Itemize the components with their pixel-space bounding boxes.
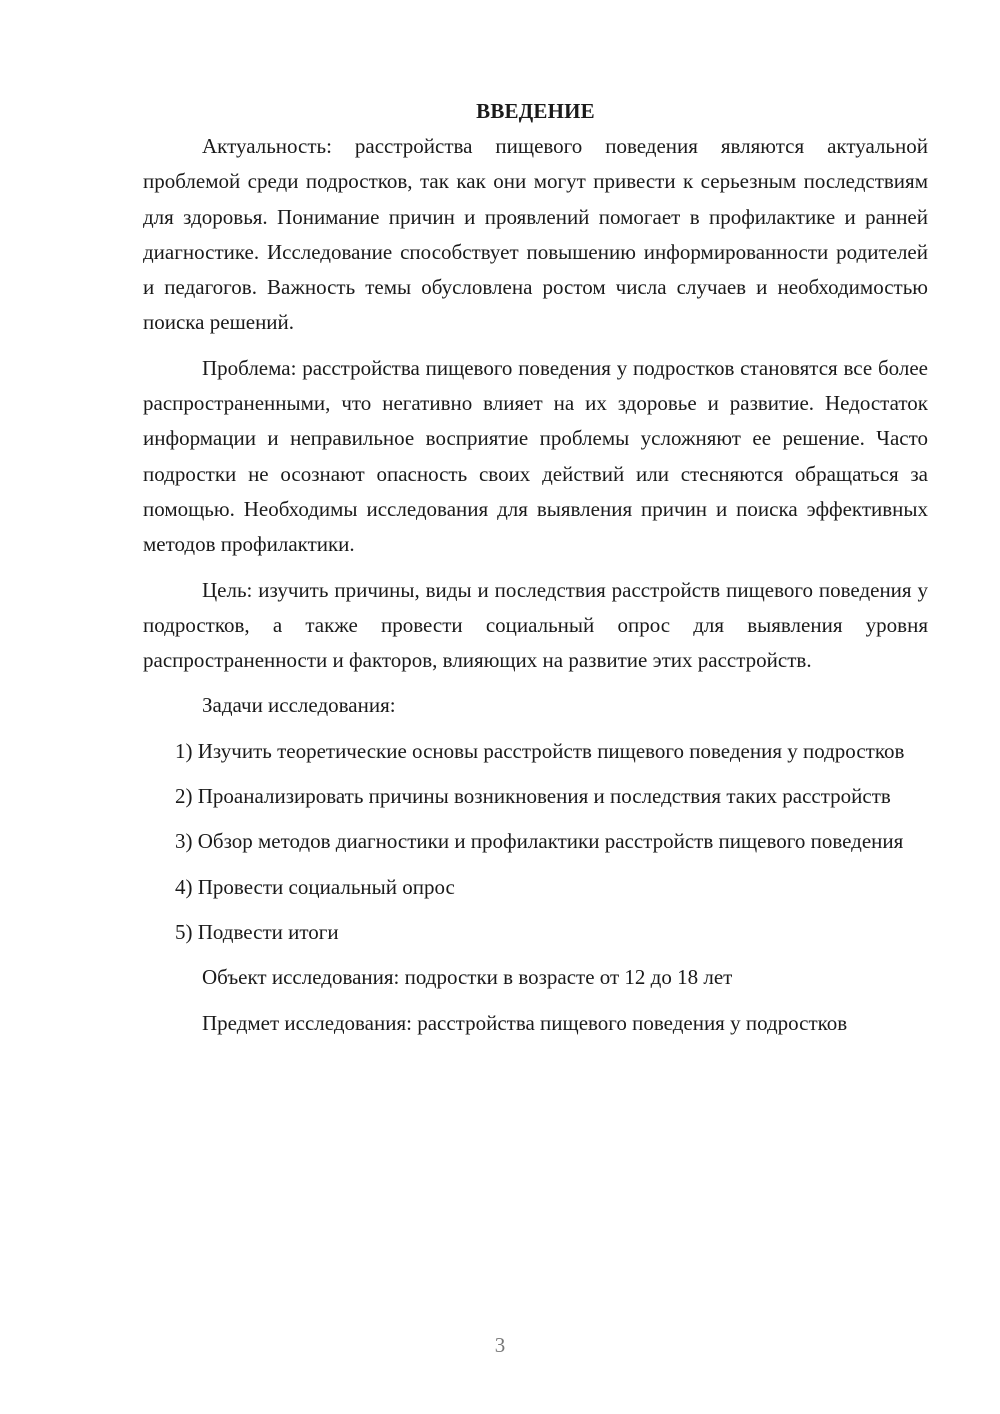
task-item-3: 3) Обзор методов диагностики и профилактики расстройств пищевого поведения [175, 829, 904, 854]
tasks-heading: Задачи исследования: [202, 693, 396, 718]
task-item-1: 1) Изучить теоретические основы расстройств пищевого поведения у подростков [175, 738, 905, 763]
paragraph-object: Объект исследования: подростки в возрасте от 12 до 18 лет [202, 965, 733, 990]
task-item-4: 4) Провести социальный опрос [175, 874, 455, 899]
paragraph-relevance: Актуальность: расстройства пищевого поведения являются актуальной проблемой среди подростков, так как они могут привести к серьезным последствиям для здоровья. Понимание причин и проявлений помогает в профилактике и ранней диагностике. Исследование способствует повышению информированности родителей и педагогов. Важность темы обусловлена ростом числа случаев и необходимостью поиска решений. [143, 134, 928, 335]
task-item-5: 5) Подвести итоги [175, 919, 339, 944]
section-title: ВВЕДЕНИЕ [476, 99, 595, 123]
paragraph-goal: Цель: изучить причины, виды и последствия расстройств пищевого поведения у подростков, а также провести социальный опрос для выявления уровня распространенности и факторов, влияющих на развитие этих расстройств. [143, 577, 928, 673]
paragraph-problem: Проблема: расстройства пищевого поведения у подростков становятся все более распространенными, что негативно влияет на их здоровье и развитие. Недостаток информации и неправильное восприятие проблемы усложняют ее решение. Часто подростки не осознают опасность своих действий или стесняются обращаться за помощью. Необходимы исследования для выявления причин и поиска эффективных методов профилактики. [143, 355, 928, 557]
page-number: 3 [494, 1333, 506, 1357]
task-item-2: 2) Проанализировать причины возникновения и последствия таких расстройств [175, 784, 891, 809]
document-page [143, 94, 928, 1041]
paragraph-subject: Предмет исследования: расстройства пищевого поведения у подростков [202, 1010, 848, 1035]
